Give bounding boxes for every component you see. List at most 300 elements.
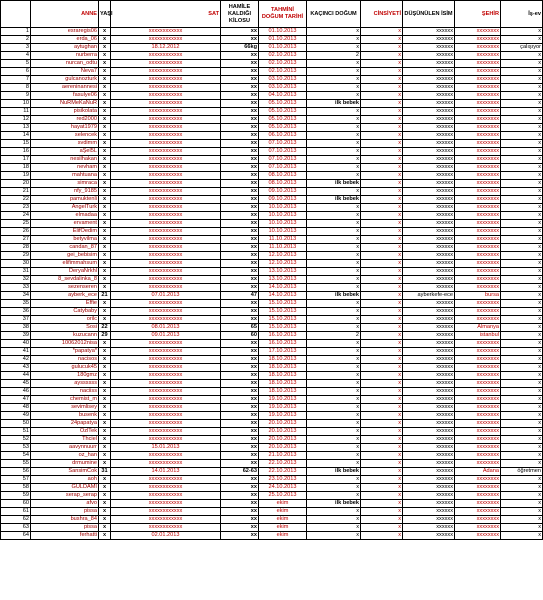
kacinci-cell[interactable]: x (307, 28, 361, 36)
cinsiyet-cell[interactable]: x (361, 92, 403, 100)
kilo-cell[interactable]: xx (221, 108, 259, 116)
kilo-cell[interactable]: xx (221, 340, 259, 348)
is-ev-cell[interactable]: x (501, 28, 543, 36)
kilo-cell[interactable]: xx (221, 100, 259, 108)
is-ev-cell[interactable]: x (501, 532, 543, 540)
kilo-cell[interactable]: xx (221, 428, 259, 436)
sat-cell[interactable]: 14.01.2013 (111, 468, 221, 476)
isim-cell[interactable]: xxxxxx (403, 492, 455, 500)
is-ev-cell[interactable]: x (501, 300, 543, 308)
tarih-cell[interactable]: 20.10.2013 (259, 436, 307, 444)
is-ev-cell[interactable]: x (501, 484, 543, 492)
sat-cell[interactable]: xxxxxxxxxxxx (111, 108, 221, 116)
is-ev-cell[interactable]: x (501, 508, 543, 516)
tarih-cell[interactable]: 18.10.2013 (259, 356, 307, 364)
sat-cell[interactable]: xxxxxxxxxxxx (111, 452, 221, 460)
tarih-cell[interactable]: 03.10.2013 (259, 76, 307, 84)
sehir-cell[interactable]: xxxxxxxx (455, 420, 501, 428)
tarih-cell[interactable]: 12.10.2013 (259, 252, 307, 260)
anne-cell[interactable]: aavynnuurr (31, 444, 99, 452)
yas-cell[interactable]: x (99, 44, 111, 52)
row-number-cell[interactable]: 1 (1, 28, 31, 36)
anne-cell[interactable]: 10062012nisa (31, 340, 99, 348)
tarih-cell[interactable]: 05.10.2013 (259, 124, 307, 132)
tarih-cell[interactable]: 05.10.2013 (259, 100, 307, 108)
kacinci-cell[interactable]: x (307, 116, 361, 124)
sehir-cell[interactable]: xxxxxxxx (455, 500, 501, 508)
yas-cell[interactable]: x (99, 396, 111, 404)
cinsiyet-cell[interactable]: x (361, 460, 403, 468)
kilo-cell[interactable]: xx (221, 444, 259, 452)
is-ev-cell[interactable]: x (501, 460, 543, 468)
yas-cell[interactable]: x (99, 60, 111, 68)
sat-cell[interactable]: xxxxxxxxxxxx (111, 148, 221, 156)
kilo-cell[interactable]: xx (221, 268, 259, 276)
row-number-cell[interactable]: 45 (1, 380, 31, 388)
cinsiyet-cell[interactable]: x (361, 68, 403, 76)
yas-cell[interactable]: x (99, 460, 111, 468)
is-ev-cell[interactable]: x (501, 444, 543, 452)
cinsiyet-cell[interactable]: x (361, 292, 403, 300)
sat-cell[interactable]: xxxxxxxxxxxx (111, 412, 221, 420)
row-number-cell[interactable]: 31 (1, 268, 31, 276)
tarih-cell[interactable]: ekim (259, 532, 307, 540)
cinsiyet-cell[interactable]: x (361, 228, 403, 236)
row-number-cell[interactable]: 55 (1, 460, 31, 468)
sehir-cell[interactable]: xxxxxxxx (455, 100, 501, 108)
tarih-cell[interactable]: 01.10.2013 (259, 28, 307, 36)
sehir-cell[interactable]: xxxxxxxx (455, 492, 501, 500)
is-ev-cell[interactable]: x (501, 132, 543, 140)
yas-cell[interactable]: x (99, 388, 111, 396)
sat-cell[interactable]: xxxxxxxxxxxx (111, 204, 221, 212)
yas-cell[interactable]: x (99, 524, 111, 532)
isim-cell[interactable]: xxxxxx (403, 116, 455, 124)
is-ev-cell[interactable]: x (501, 372, 543, 380)
anne-cell[interactable]: serap_serap (31, 492, 99, 500)
kacinci-cell[interactable]: x (307, 420, 361, 428)
yas-cell[interactable]: x (99, 492, 111, 500)
cinsiyet-cell[interactable]: x (361, 524, 403, 532)
is-ev-cell[interactable]: x (501, 404, 543, 412)
kilo-cell[interactable]: xx (221, 388, 259, 396)
tarih-cell[interactable]: 15.10.2013 (259, 316, 307, 324)
sat-cell[interactable]: xxxxxxxxxxxx (111, 36, 221, 44)
is-ev-cell[interactable]: x (501, 476, 543, 484)
is-ev-cell[interactable]: x (501, 76, 543, 84)
row-number-cell[interactable]: 58 (1, 484, 31, 492)
yas-cell[interactable]: x (99, 108, 111, 116)
kilo-cell[interactable]: xx (221, 244, 259, 252)
kilo-cell[interactable]: xx (221, 84, 259, 92)
anne-cell[interactable]: *papatya* (31, 348, 99, 356)
cinsiyet-cell[interactable]: x (361, 116, 403, 124)
sehir-cell[interactable]: xxxxxxxx (455, 316, 501, 324)
yas-cell[interactable]: x (99, 236, 111, 244)
kilo-cell[interactable]: xx (221, 172, 259, 180)
sat-cell[interactable]: xxxxxxxxxxxx (111, 220, 221, 228)
yas-cell[interactable]: x (99, 428, 111, 436)
cinsiyet-cell[interactable]: x (361, 276, 403, 284)
isim-cell[interactable]: xxxxxx (403, 244, 455, 252)
row-number-cell[interactable]: 35 (1, 300, 31, 308)
sat-cell[interactable]: xxxxxxxxxxxx (111, 180, 221, 188)
row-number-cell[interactable]: 34 (1, 292, 31, 300)
sat-cell[interactable]: xxxxxxxxxxxx (111, 508, 221, 516)
sat-cell[interactable]: xxxxxxxxxxxx (111, 396, 221, 404)
row-number-cell[interactable]: 30 (1, 260, 31, 268)
sehir-cell[interactable]: xxxxxxxx (455, 140, 501, 148)
sat-cell[interactable]: xxxxxxxxxxxx (111, 404, 221, 412)
kilo-cell[interactable]: xx (221, 412, 259, 420)
cinsiyet-cell[interactable]: x (361, 28, 403, 36)
row-number-cell[interactable]: 44 (1, 372, 31, 380)
cinsiyet-cell[interactable]: x (361, 308, 403, 316)
kilo-cell[interactable]: xx (221, 492, 259, 500)
tarih-cell[interactable]: 18.10.2013 (259, 372, 307, 380)
kacinci-cell[interactable]: x (307, 532, 361, 540)
is-ev-cell[interactable]: çalışıyor (501, 44, 543, 52)
kacinci-cell[interactable]: x (307, 436, 361, 444)
cinsiyet-cell[interactable]: x (361, 164, 403, 172)
is-ev-cell[interactable]: x (501, 332, 543, 340)
kacinci-cell[interactable]: x (307, 316, 361, 324)
yas-cell[interactable]: x (99, 500, 111, 508)
tarih-cell[interactable]: 09.10.2013 (259, 196, 307, 204)
cinsiyet-cell[interactable]: x (361, 108, 403, 116)
isim-cell[interactable]: xxxxxx (403, 412, 455, 420)
isim-cell[interactable]: xxxxxx (403, 508, 455, 516)
sehir-cell[interactable]: xxxxxxxx (455, 108, 501, 116)
kacinci-cell[interactable]: x (307, 268, 361, 276)
kacinci-cell[interactable]: x (307, 140, 361, 148)
cinsiyet-cell[interactable]: x (361, 420, 403, 428)
kilo-cell[interactable]: 66kg (221, 44, 259, 52)
anne-cell[interactable]: candan_87 (31, 244, 99, 252)
cinsiyet-cell[interactable]: x (361, 348, 403, 356)
is-ev-cell[interactable]: x (501, 188, 543, 196)
row-number-cell[interactable]: 18 (1, 164, 31, 172)
yas-cell[interactable]: x (99, 508, 111, 516)
is-ev-cell[interactable]: x (501, 420, 543, 428)
isim-cell[interactable]: xxxxxx (403, 276, 455, 284)
kilo-cell[interactable]: xx (221, 132, 259, 140)
cinsiyet-cell[interactable]: x (361, 180, 403, 188)
isim-cell[interactable]: xxxxxx (403, 452, 455, 460)
kacinci-cell[interactable]: x (307, 68, 361, 76)
anne-cell[interactable]: pissa (31, 524, 99, 532)
sat-cell[interactable]: xxxxxxxxxxxx (111, 364, 221, 372)
sat-cell[interactable]: 18.12.2012 (111, 44, 221, 52)
isim-cell[interactable]: xxxxxx (403, 108, 455, 116)
yas-cell[interactable]: x (99, 284, 111, 292)
anne-cell[interactable]: simraca (31, 180, 99, 188)
kilo-cell[interactable]: xx (221, 180, 259, 188)
anne-cell[interactable]: Sosi (31, 324, 99, 332)
kacinci-cell[interactable]: x (307, 236, 361, 244)
row-number-cell[interactable]: 16 (1, 148, 31, 156)
sehir-cell[interactable]: xxxxxxxx (455, 84, 501, 92)
sehir-cell[interactable]: xxxxxxxx (455, 156, 501, 164)
anne-cell[interactable]: 180gmz (31, 372, 99, 380)
yas-cell[interactable]: x (99, 276, 111, 284)
is-ev-cell[interactable]: x (501, 180, 543, 188)
kilo-cell[interactable]: xx (221, 116, 259, 124)
yas-cell[interactable]: x (99, 268, 111, 276)
sehir-cell[interactable]: xxxxxxxx (455, 68, 501, 76)
isim-cell[interactable]: xxxxxx (403, 404, 455, 412)
is-ev-cell[interactable]: x (501, 140, 543, 148)
anne-cell[interactable]: gei_bebisim (31, 252, 99, 260)
cinsiyet-cell[interactable]: x (361, 300, 403, 308)
yas-cell[interactable]: x (99, 356, 111, 364)
cinsiyet-cell[interactable]: x (361, 132, 403, 140)
kacinci-cell[interactable]: x (307, 380, 361, 388)
sat-cell[interactable]: xxxxxxxxxxxx (111, 236, 221, 244)
kilo-cell[interactable]: xx (221, 380, 259, 388)
isim-cell[interactable]: xxxxxx (403, 356, 455, 364)
kilo-cell[interactable]: xx (221, 68, 259, 76)
yas-cell[interactable]: x (99, 452, 111, 460)
sehir-cell[interactable]: xxxxxxxx (455, 252, 501, 260)
is-ev-cell[interactable]: x (501, 68, 543, 76)
cinsiyet-cell[interactable]: x (361, 76, 403, 84)
is-ev-cell[interactable]: x (501, 284, 543, 292)
sehir-cell[interactable]: Adana (455, 468, 501, 476)
kilo-cell[interactable]: xx (221, 28, 259, 36)
row-number-cell[interactable]: 10 (1, 100, 31, 108)
sehir-cell[interactable]: xxxxxxxx (455, 276, 501, 284)
isim-cell[interactable]: xxxxxx (403, 476, 455, 484)
anne-cell[interactable]: ayssssss (31, 380, 99, 388)
tarih-cell[interactable]: 03.10.2013 (259, 84, 307, 92)
anne-cell[interactable]: Thciel (31, 436, 99, 444)
cinsiyet-cell[interactable]: x (361, 260, 403, 268)
row-number-cell[interactable]: 36 (1, 308, 31, 316)
tarih-cell[interactable]: 08.10.2013 (259, 172, 307, 180)
tarih-cell[interactable]: 13.10.2013 (259, 276, 307, 284)
isim-cell[interactable]: xxxxxx (403, 60, 455, 68)
tarih-cell[interactable]: 16.10.2013 (259, 332, 307, 340)
sat-cell[interactable]: xxxxxxxxxxxx (111, 260, 221, 268)
sat-cell[interactable]: xxxxxxxxxxxx (111, 420, 221, 428)
tarih-cell[interactable]: 02.10.2013 (259, 52, 307, 60)
isim-cell[interactable]: xxxxxx (403, 380, 455, 388)
cinsiyet-cell[interactable]: x (361, 468, 403, 476)
anne-cell[interactable]: Effie (31, 300, 99, 308)
anne-cell[interactable]: bushra_84 (31, 516, 99, 524)
kacinci-cell[interactable]: x (307, 364, 361, 372)
sehir-cell[interactable]: xxxxxxxx (455, 444, 501, 452)
isim-cell[interactable]: xxxxxx (403, 92, 455, 100)
anne-cell[interactable]: nurberra (31, 52, 99, 60)
sehir-cell[interactable]: xxxxxxxx (455, 164, 501, 172)
cinsiyet-cell[interactable]: x (361, 388, 403, 396)
tarih-cell[interactable]: ekim (259, 516, 307, 524)
kilo-cell[interactable]: xx (221, 308, 259, 316)
row-number-cell[interactable]: 15 (1, 140, 31, 148)
anne-cell[interactable]: erda_06 (31, 36, 99, 44)
yas-cell[interactable]: x (99, 116, 111, 124)
anne-cell[interactable]: kuzucann (31, 332, 99, 340)
isim-cell[interactable]: xxxxxx (403, 28, 455, 36)
cinsiyet-cell[interactable]: x (361, 332, 403, 340)
sehir-cell[interactable]: xxxxxxxx (455, 364, 501, 372)
tarih-cell[interactable]: 14.10.2013 (259, 292, 307, 300)
yas-cell[interactable]: x (99, 76, 111, 84)
is-ev-cell[interactable]: x (501, 228, 543, 236)
kacinci-cell[interactable]: ilk bebek (307, 196, 361, 204)
sehir-cell[interactable]: xxxxxxxx (455, 356, 501, 364)
kilo-cell[interactable]: xx (221, 356, 259, 364)
row-number-cell[interactable]: 40 (1, 340, 31, 348)
kacinci-cell[interactable]: x (307, 60, 361, 68)
is-ev-cell[interactable]: x (501, 500, 543, 508)
sehir-cell[interactable]: xxxxxxxx (455, 76, 501, 84)
yas-cell[interactable]: x (99, 300, 111, 308)
yas-cell[interactable]: x (99, 532, 111, 540)
anne-cell[interactable]: pisikolata (31, 108, 99, 116)
row-number-cell[interactable]: 13 (1, 124, 31, 132)
cinsiyet-cell[interactable]: x (361, 340, 403, 348)
is-ev-cell[interactable]: x (501, 308, 543, 316)
kacinci-cell[interactable]: x (307, 172, 361, 180)
sehir-cell[interactable]: xxxxxxxx (455, 388, 501, 396)
anne-cell[interactable]: fasulye06 (31, 92, 99, 100)
isim-cell[interactable]: xxxxxx (403, 444, 455, 452)
anne-cell[interactable]: SansimCok (31, 468, 99, 476)
kilo-cell[interactable]: xx (221, 420, 259, 428)
is-ev-cell[interactable]: x (501, 524, 543, 532)
anne-cell[interactable]: oz_han (31, 452, 99, 460)
tarih-cell[interactable]: 18.10.2013 (259, 364, 307, 372)
tarih-cell[interactable]: 15.10.2013 (259, 324, 307, 332)
kacinci-cell[interactable]: x (307, 276, 361, 284)
yas-cell[interactable]: x (99, 156, 111, 164)
isim-cell[interactable]: xxxxxx (403, 156, 455, 164)
yas-cell[interactable]: x (99, 68, 111, 76)
row-number-cell[interactable]: 8 (1, 84, 31, 92)
kilo-cell[interactable]: xx (221, 228, 259, 236)
anne-cell[interactable]: nfy_9185 (31, 188, 99, 196)
is-ev-cell[interactable]: x (501, 356, 543, 364)
is-ev-cell[interactable]: x (501, 100, 543, 108)
cinsiyet-cell[interactable]: x (361, 220, 403, 228)
kilo-cell[interactable]: xx (221, 76, 259, 84)
kilo-cell[interactable]: xx (221, 92, 259, 100)
isim-cell[interactable]: xxxxxx (403, 396, 455, 404)
isim-cell[interactable]: xxxxxx (403, 364, 455, 372)
kacinci-cell[interactable]: x (307, 212, 361, 220)
tarih-cell[interactable]: 02.10.2013 (259, 60, 307, 68)
row-number-cell[interactable]: 19 (1, 172, 31, 180)
anne-cell[interactable]: NuRMeKaNuR (31, 100, 99, 108)
cinsiyet-cell[interactable]: x (361, 444, 403, 452)
kilo-cell[interactable]: xx (221, 220, 259, 228)
sehir-cell[interactable]: xxxxxxxx (455, 508, 501, 516)
cinsiyet-cell[interactable]: x (361, 236, 403, 244)
sat-cell[interactable]: xxxxxxxxxxxx (111, 308, 221, 316)
sat-cell[interactable]: xxxxxxxxxxxx (111, 492, 221, 500)
is-ev-cell[interactable]: x (501, 412, 543, 420)
anne-cell[interactable]: hayat1979 (31, 124, 99, 132)
isim-cell[interactable]: xxxxxx (403, 500, 455, 508)
is-ev-cell[interactable]: x (501, 260, 543, 268)
kilo-cell[interactable]: xx (221, 36, 259, 44)
yas-cell[interactable]: x (99, 364, 111, 372)
row-number-cell[interactable]: 51 (1, 428, 31, 436)
kilo-cell[interactable]: 60 (221, 332, 259, 340)
sat-cell[interactable]: xxxxxxxxxxxx (111, 84, 221, 92)
is-ev-cell[interactable]: x (501, 244, 543, 252)
yas-cell[interactable]: x (99, 316, 111, 324)
cinsiyet-cell[interactable]: x (361, 532, 403, 540)
anne-cell[interactable]: AngelTurk (31, 204, 99, 212)
sat-cell[interactable]: xxxxxxxxxxxx (111, 340, 221, 348)
yas-cell[interactable]: x (99, 420, 111, 428)
sehir-cell[interactable]: bursa (455, 292, 501, 300)
row-number-cell[interactable]: 39 (1, 332, 31, 340)
is-ev-cell[interactable]: x (501, 148, 543, 156)
kilo-cell[interactable]: xx (221, 516, 259, 524)
anne-cell[interactable]: chemist_m (31, 396, 99, 404)
cinsiyet-cell[interactable]: x (361, 412, 403, 420)
yas-cell[interactable]: x (99, 516, 111, 524)
isim-cell[interactable]: xxxxxx (403, 332, 455, 340)
anne-cell[interactable]: ElifOedim (31, 228, 99, 236)
anne-cell[interactable]: sevimlisey (31, 404, 99, 412)
is-ev-cell[interactable]: x (501, 124, 543, 132)
kilo-cell[interactable]: xx (221, 196, 259, 204)
kilo-cell[interactable]: xx (221, 212, 259, 220)
kacinci-cell[interactable]: x (307, 300, 361, 308)
sehir-cell[interactable]: xxxxxxxx (455, 44, 501, 52)
cinsiyet-cell[interactable]: x (361, 380, 403, 388)
row-number-cell[interactable]: 61 (1, 508, 31, 516)
anne-cell[interactable]: GULDAMI (31, 484, 99, 492)
kacinci-cell[interactable]: x (307, 108, 361, 116)
yas-cell[interactable]: x (99, 220, 111, 228)
tarih-cell[interactable]: 10.10.2013 (259, 228, 307, 236)
yas-cell[interactable]: x (99, 100, 111, 108)
tarih-cell[interactable]: 18.10.2013 (259, 388, 307, 396)
row-number-cell[interactable]: 23 (1, 204, 31, 212)
anne-cell[interactable]: aŞel5L (31, 148, 99, 156)
is-ev-cell[interactable]: x (501, 204, 543, 212)
anne-cell[interactable]: ayberk_ece (31, 292, 99, 300)
isim-cell[interactable]: xxxxxx (403, 236, 455, 244)
sat-cell[interactable]: xxxxxxxxxxxx (111, 156, 221, 164)
kacinci-cell[interactable]: ilk bebek (307, 100, 361, 108)
kacinci-cell[interactable]: x (307, 124, 361, 132)
cinsiyet-cell[interactable]: x (361, 204, 403, 212)
tarih-cell[interactable]: 05.10.2013 (259, 108, 307, 116)
row-number-cell[interactable]: 25 (1, 220, 31, 228)
sat-cell[interactable]: xxxxxxxxxxxx (111, 172, 221, 180)
yas-cell[interactable]: x (99, 244, 111, 252)
tarih-cell[interactable]: 16.10.2013 (259, 340, 307, 348)
sat-cell[interactable]: xxxxxxxxxxxx (111, 524, 221, 532)
header-anne[interactable]: ANNE (31, 1, 99, 28)
sehir-cell[interactable]: xxxxxxxx (455, 36, 501, 44)
sat-cell[interactable]: xxxxxxxxxxxx (111, 132, 221, 140)
tarih-cell[interactable]: ekim (259, 500, 307, 508)
kilo-cell[interactable]: xx (221, 508, 259, 516)
tarih-cell[interactable]: 07.10.2013 (259, 140, 307, 148)
isim-cell[interactable]: xxxxxx (403, 300, 455, 308)
is-ev-cell[interactable]: x (501, 52, 543, 60)
kilo-cell[interactable]: xx (221, 532, 259, 540)
